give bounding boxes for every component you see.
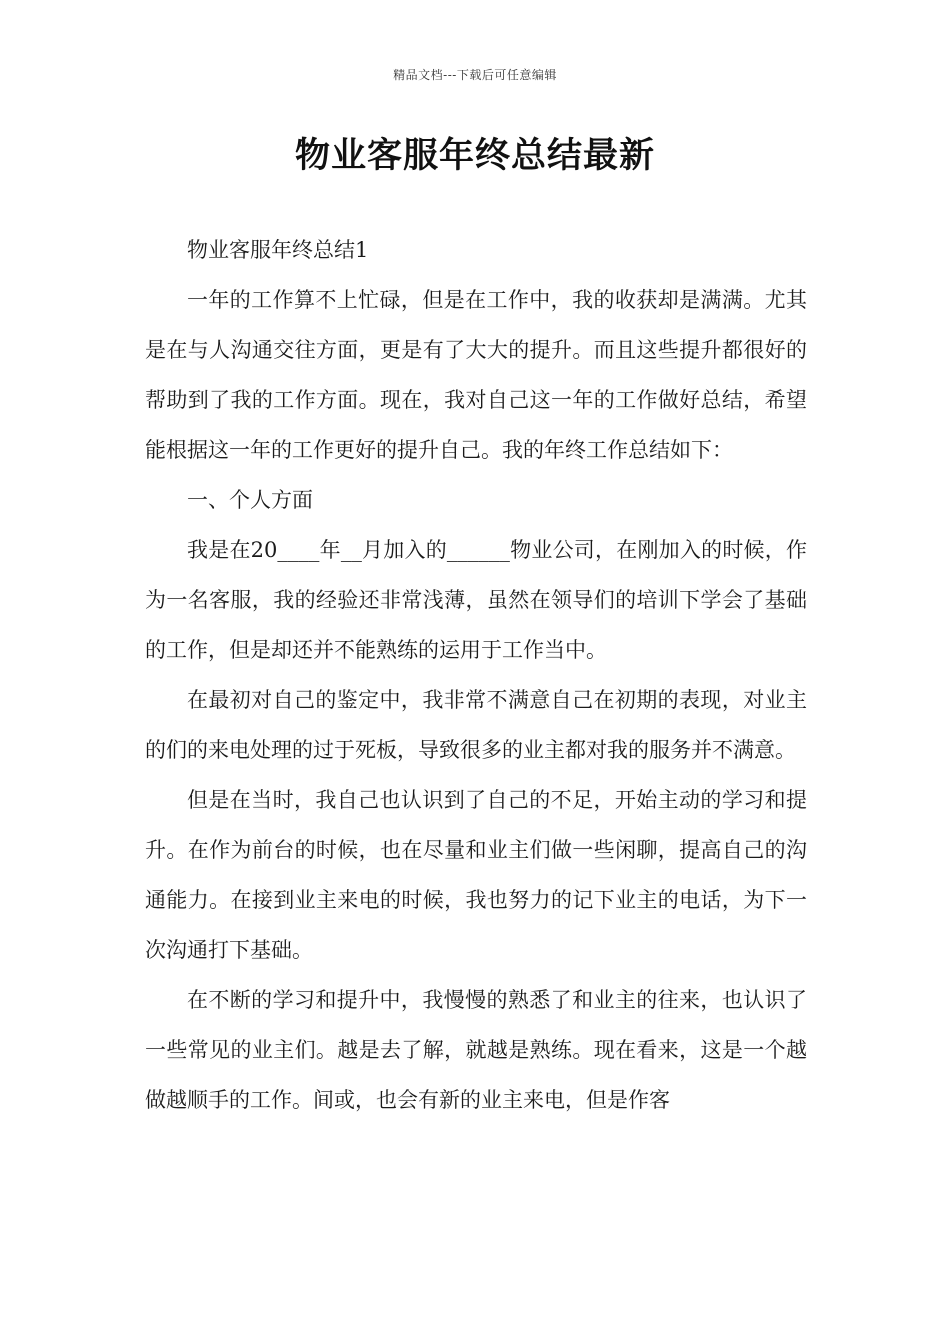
body-paragraph: 在最初对自己的鉴定中，我非常不满意自己在初期的表现，对业主的们的来电处理的过于死板，导致很多的业主都对我的服务并不满意。 [145,688,807,762]
body-paragraph: 我是在20____年__月加入的______物业公司，在刚加入的时候，作为一名客服，我的经验还非常浅薄，虽然在领导们的培训下学会了基础的工作，但是却还并不能熟练的运用于工作当中。 [145,538,807,662]
body-paragraph: 在不断的学习和提升中，我慢慢的熟悉了和业主的往来，也认识了一些常见的业主们。越是去了解，就越是熟练。现在看来，这是一个越做越顺手的工作。间或，也会有新的业主来电，但是作客 [145,988,807,1112]
document-title: 物业客服年终总结最新 [294,135,655,176]
section-heading: 一、个人方面 [187,488,313,512]
body-paragraph: 但是在当时，我自己也认识到了自己的不足，开始主动的学习和提升。在作为前台的时候，也在尽量和业主们做一些闲聊，提高自己的沟通能力。在接到业主来电的时候，我也努力的记下业主的电话，为下一次沟通打下基础。 [145,788,807,962]
body-paragraph: 一年的工作算不上忙碌，但是在工作中，我的收获却是满满。尤其是在与人沟通交往方面，更是有了大大的提升。而且这些提升都很好的帮助到了我的工作方面。现在，我对自己这一年的工作做好总结，希望能根据这一年的工作更好的提升自己。我的年终工作总结如下： [145,288,807,462]
subtitle-paragraph: 物业客服年终总结1 [187,238,369,262]
header-note: 精品文档---下载后可任意编辑 [393,68,557,82]
document-body [145,225,807,1125]
